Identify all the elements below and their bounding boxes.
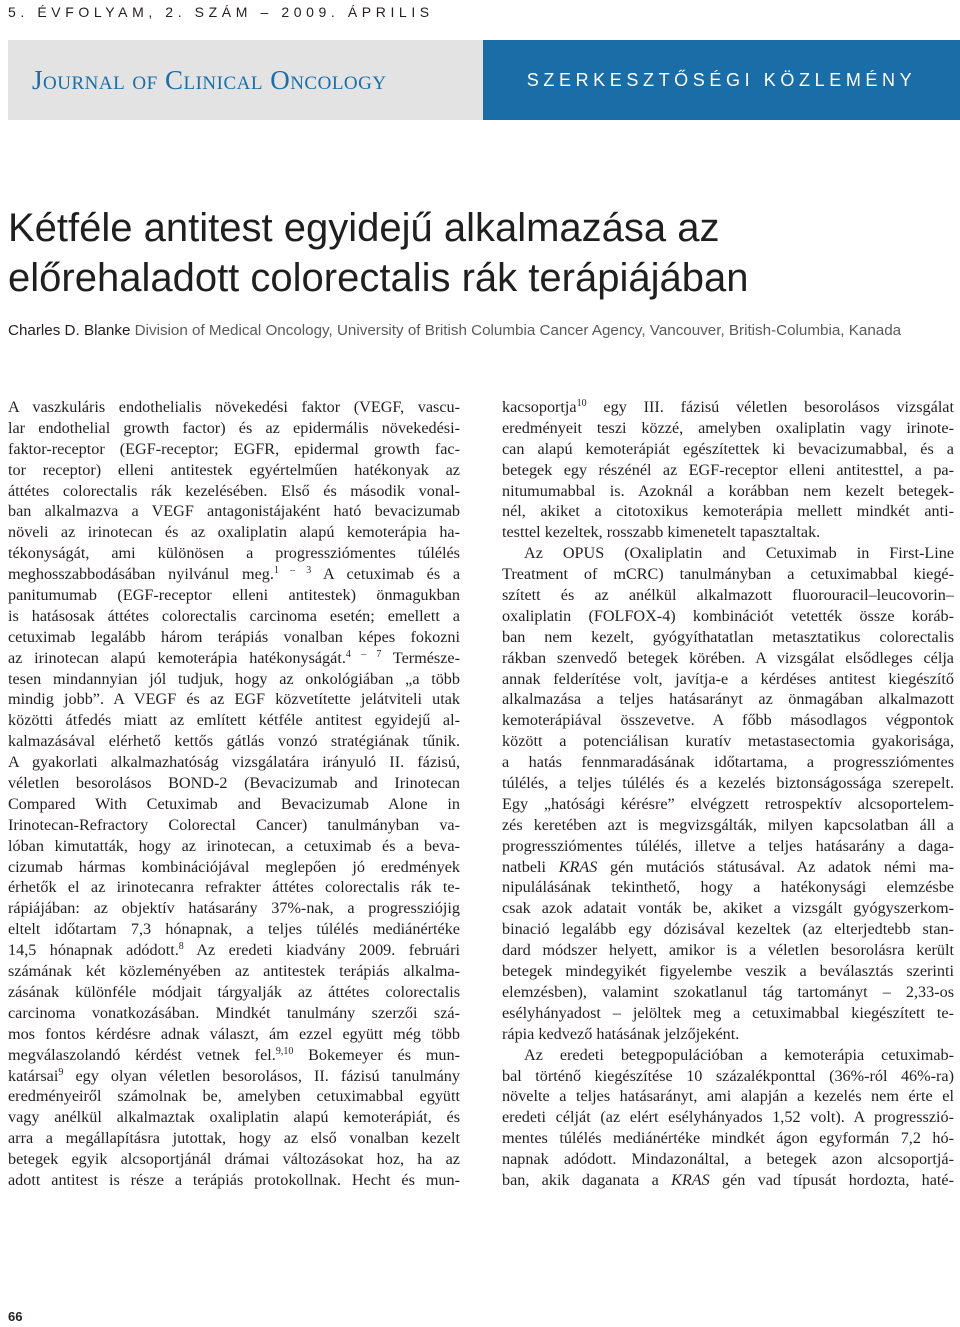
text-line: tor receptor) elleni antitestek egyértelműen hatékonyak az [8,460,460,479]
text-line: carcinoma vonatkozásában. Mindkét tanulmány szerzői szá- [8,1003,460,1022]
text-line [502,397,954,418]
text-line: Compared With Cetuximab and Bevacizumab Alone in [8,794,460,813]
text-line: betegek mindegyikét figyelembe veszik a beválasztás szerinti [502,962,954,981]
page-number: 66 [8,1309,23,1324]
text-line: Treatment of mCRC) tanulmányban a cetuximabbal kiegé- [502,565,954,584]
text-line [502,857,954,878]
text-line: betegek egy részénél az EGF-receptor elleni antitesttel, a pa- [502,460,954,479]
text-run: natbeli [502,857,547,876]
text-line [502,1170,954,1191]
journal-header [8,40,960,120]
citation-ref: 4 – 7 [345,648,382,660]
text-run: A cetuximab és a [311,565,461,584]
text-line: ban nem kezelt, gyógyíthatatlan metasztatikus colorectalis [502,627,954,646]
text-line: dard módszer helyett, amikor is a véletlen besorolásra került [502,941,954,960]
author-affiliation: Division of Medical Oncology, University of British Columbia Cancer Agency, Vancouver, British-Columbia, Kanada [134,322,902,339]
citation-ref: 10 [576,398,587,409]
text-line: lóban kimutatták, hogy az irinotecan, a cetuximab és a beva- [8,836,460,855]
text-run: kacsoportja [502,398,577,416]
journal-name: Journal of Clinical Oncology [8,40,483,120]
text-line: eredményeiről számolnak be, amelyben cetuximabbal együtt [8,1087,460,1106]
text-line: cetuximab legalább három terápiás vonalban képes fokozni [8,627,460,646]
text-line: can alapú kemoterápiát egészítettek ki bevacizumabbal, és a [502,439,954,458]
text-line: áttétes colorectalis rák kezelésében. Első és második vonal- [8,481,460,500]
text-line: rákban szenvedő betegek körében. A vizsgálat elsődleges célja [502,648,954,667]
text-run: 14,5 hónapnak adódott. [8,941,179,960]
text-line: annak felderítése volt, javítja-e a kérdéses antitest kiegészítő [502,669,954,688]
author-name: Charles D. Blanke [8,322,131,339]
text-line: esélyhányadost – jelöltek meg a cetuximabbal kiegészített te- [502,1003,954,1022]
text-line: mentes túlélés mediánértéke mindkét ágon egyformán 7,2 hó- [502,1129,954,1148]
text-run: katársai [8,1066,59,1085]
text-line: növeli az irinotecan és az oxaliplatin alapú kemoterápia ha- [8,523,460,542]
text-run: ban, akik daganata a [502,1170,659,1189]
text-line: betegek egyik alcsoportjánál drámai változásokat hoz, ha az [8,1150,460,1169]
citation-ref: 8 [178,941,184,953]
text-line: arra a megállapításra jutottak, hogy az első vonalban kezelt [8,1129,460,1148]
text-line: A gyakorlati alkalmazhatóság vizsgálatára irányuló II. fázisú, [8,753,460,772]
citation-ref: 9 [58,1066,64,1078]
right-column [502,397,954,1191]
text-line: mindig jobb”. A VEGF és az EGF közvetítette jelátviteli utak [8,690,460,709]
text-run: gén mutációs státusával. Az adatok némi ma- [597,857,955,876]
byline [8,317,958,344]
text-run: az irinotecan alapú kemoterápia hatékonyságát. [8,648,346,667]
text-line: ban alkalmazva a VEGF antagonistájaként ható bevacizumab [8,502,460,521]
text-line: eltelt időtartam 7,3 hónapnak, a teljes túlélés mediánértéke [8,920,460,939]
text-line: bal történő kiegészítése 10 százalékponttal (36%-ról 46%-ra) [502,1066,954,1085]
text-line [8,648,460,669]
text-line [8,1045,460,1066]
text-run: Bokemeyer és mun- [293,1045,460,1064]
text-line: elemzésben), valamint szokatlanul tág tartományt – 2,33-os [502,982,954,1001]
text-run: meghosszabbodásában nyilvánul meg. [8,565,274,584]
text-line: Egy „hatósági kérésre” elvégzett retrospektív alcsoportelem- [502,794,954,813]
issue-line: 5. ÉVFOLYAM, 2. SZÁM – 2009. ÁPRILIS [8,4,434,20]
text-line: progressziómentes túlélés, illetve a teljes hatásarány a daga- [502,836,954,855]
text-line: lar endothelial growth factor) és az epidermális növekedési- [8,418,460,437]
text-line: kemoterápiával összevetve. A főbb másodlagos végpontok [502,711,954,730]
text-line: Az eredeti betegpopulációban a kemoterápia cetuximab- [524,1045,954,1064]
text-line: szített és az anélkül alkalmazott fluorouracil–leucovorin– [502,586,954,605]
text-line: tékonyságát, ami különösen a progressziómentes túlélés [8,544,460,563]
text-line: alkalmazása a teljes hatásarányt az önmagában alkalmazott [502,690,954,709]
text-line: túlélés, a teljes túlélés és a kezelés biztonságossága szerepelt. [502,774,954,793]
gene-name: KRAS [558,857,598,876]
gene-name: KRAS [671,1170,710,1189]
text-line: közötti átfedés miatt az említett kétféle antitest egyidejű al- [8,711,460,730]
text-line: napnak adódott. Mindazonáltal, a betegek azon alcsoportjá- [502,1150,954,1169]
text-line: csak azok adatait vonták be, akiket a vizsgált gyógyszerkom- [502,899,954,918]
text-line: kalmazásával elérhető kettős gátlás vonzó stratégiának tűnik. [8,732,460,751]
article-title: Kétféle antitest egyidejű alkalmazása az előrehaladott colorectalis rák terápiájában [8,206,749,300]
citation-ref: 1 – 3 [273,565,312,577]
text-line [8,1066,460,1087]
text-line: A vaszkuláris endothelialis növekedési faktor (VEGF, vascu- [8,398,460,416]
text-line: véletlen besorolásos BOND-2 (Bevacizumab and Irinotecan [8,774,460,793]
text-run: Az eredeti kiadvány 2009. februári [183,941,460,960]
text-line: binació legalább egy dózisával kezeltek (az elterjedtebb stan- [502,920,954,939]
text-line: rápiájában: az objektív hatásarány 37%-nak, a progressziójig [8,899,460,918]
text-line: Irinotecan-Refractory Colorectal Cancer) tanulmányban va- [8,815,460,834]
text-line: vagy anélkül alkalmaztak oxaliplatin alapú kemoterápiát, és [8,1108,460,1127]
text-line: Az OPUS (Oxaliplatin and Cetuximab in First-Line [524,544,954,563]
text-line [8,940,460,961]
section-label: SZERKESZTŐSÉGI KÖZLEMÉNY [483,40,960,120]
text-line: eredeti célját (az elért esélyhányados 1,52 volt). A progresszió- [502,1108,954,1127]
text-line: faktor-receptor (EGF-receptor; EGFR, epidermal growth fac- [8,439,460,458]
text-line: mos fontos kérdésre adnak választ, ám ezzel együtt még több [8,1024,460,1043]
text-line: között a potenciálisan kuratív metastasectomia gyakorisága, [502,732,954,751]
citation-ref: 9,10 [275,1045,294,1057]
text-line [8,564,460,585]
text-line: zés keretében azt is megvizsgálták, milyen kapcsolatban áll a [502,815,954,834]
text-line: cizumab hármas kombinációjával meglepően jó eredmények [8,857,460,876]
text-line: rápia kedvező hatásának jelzőjeként. [502,1024,740,1043]
text-line: eredményeit teszi közzé, amelyben oxaliplatin vagy irinote- [502,418,954,437]
text-line: érhetők el az irinotecanra refrakter áttétes colorectalis rák te- [8,878,460,897]
text-line: testtel kezeltek, rosszabb kimenetelt tapasztaltak. [502,523,821,542]
text-line: adott antitest is része a terápiás protokollnak. Hecht és mun- [8,1170,460,1189]
text-line: oxaliplatin (FOLFOX-4) kombinációt vetették össze koráb- [502,606,954,625]
text-line: számának két közleményében az antitestek terápiás alkalma- [8,962,460,981]
text-line: tesen mindannyian jól tudjuk, hogy az onkológiában „a több [8,669,460,688]
text-run: egy III. fázisú véletlen besorolásos vizsgálat [586,398,954,416]
text-run: egy olyan véletlen besorolásos, II. fázisú tanulmány [63,1066,460,1085]
text-line: panitumumab (EGF-receptor elleni antitestek) önmagukban [8,586,460,605]
text-run: megválaszolandó kérdést vetnek fel. [8,1045,276,1064]
text-run: gén vad típusát hordozta, haté- [709,1170,954,1189]
text-line: növelte a teljes hatásarányt, ami alapján a kezelés nem érte el [502,1087,954,1106]
text-line: a hatás fennmaradásának időtartama, a progressziómentes [502,753,954,772]
text-line: is hatásosak áttétes colorectalis carcinoma esetén; emellett a [8,606,460,625]
text-run: Természe- [381,648,460,667]
text-line: nipulálásának tekinthető, hogy a hatékonysági elemzésbe [502,878,954,897]
text-line: zásának különféle módjait tárgyalják az áttétes colorectalis [8,982,460,1001]
left-column [8,397,460,1191]
text-line: nitumumabbal is. Azoknál a korábban nem kezelt betegek- [502,481,954,500]
text-line: nél, akiket a citotoxikus kemoterápia mellett mindkét anti- [502,502,954,521]
